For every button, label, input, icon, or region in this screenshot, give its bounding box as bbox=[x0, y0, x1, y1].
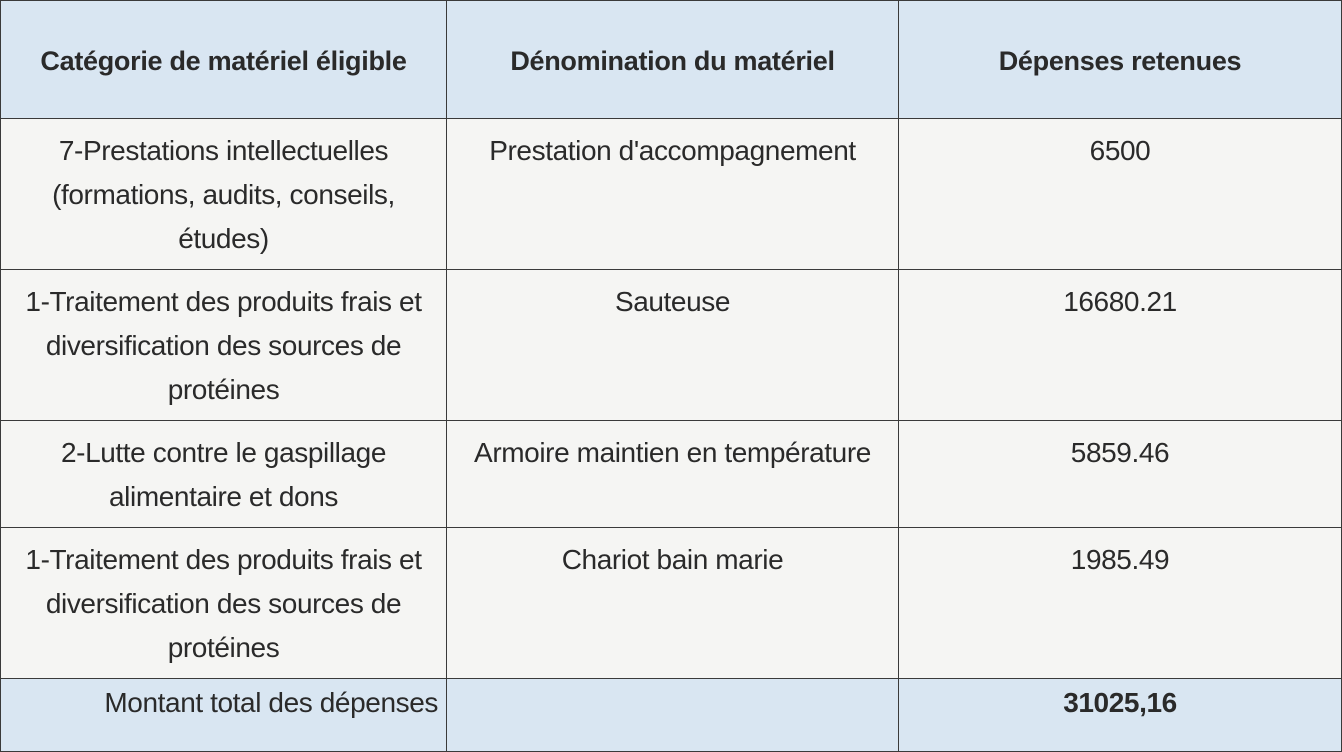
cell-amount: 16680.21 bbox=[899, 270, 1342, 421]
cell-material: Armoire maintien en température bbox=[447, 421, 899, 528]
table-row bbox=[1, 119, 1342, 270]
cell-category: 1-Traitement des produits frais et diversification des sources de protéines bbox=[1, 270, 447, 421]
total-empty-cell bbox=[447, 679, 899, 752]
cell-amount: 5859.46 bbox=[899, 421, 1342, 528]
cell-material: Sauteuse bbox=[447, 270, 899, 421]
table-body bbox=[1, 119, 1342, 679]
table-row bbox=[1, 528, 1342, 679]
total-label: Montant total des dépenses bbox=[1, 679, 447, 752]
cell-category: 1-Traitement des produits frais et diversification des sources de protéines bbox=[1, 528, 447, 679]
table-row bbox=[1, 270, 1342, 421]
cell-amount: 1985.49 bbox=[899, 528, 1342, 679]
cell-category: 2-Lutte contre le gaspillage alimentaire et dons bbox=[1, 421, 447, 528]
cell-material: Chariot bain marie bbox=[447, 528, 899, 679]
header-row bbox=[1, 1, 1342, 119]
column-header-amount: Dépenses retenues bbox=[899, 1, 1342, 119]
table-row bbox=[1, 421, 1342, 528]
total-row bbox=[1, 679, 1342, 752]
column-header-material: Dénomination du matériel bbox=[447, 1, 899, 119]
column-header-category: Catégorie de matériel éligible bbox=[1, 1, 447, 119]
cell-category: 7-Prestations intellectuelles (formations, audits, conseils, études) bbox=[1, 119, 447, 270]
cell-amount: 6500 bbox=[899, 119, 1342, 270]
table-header bbox=[1, 1, 1342, 119]
total-value: 31025,16 bbox=[899, 679, 1342, 752]
cell-material: Prestation d'accompagnement bbox=[447, 119, 899, 270]
table-footer bbox=[1, 679, 1342, 752]
